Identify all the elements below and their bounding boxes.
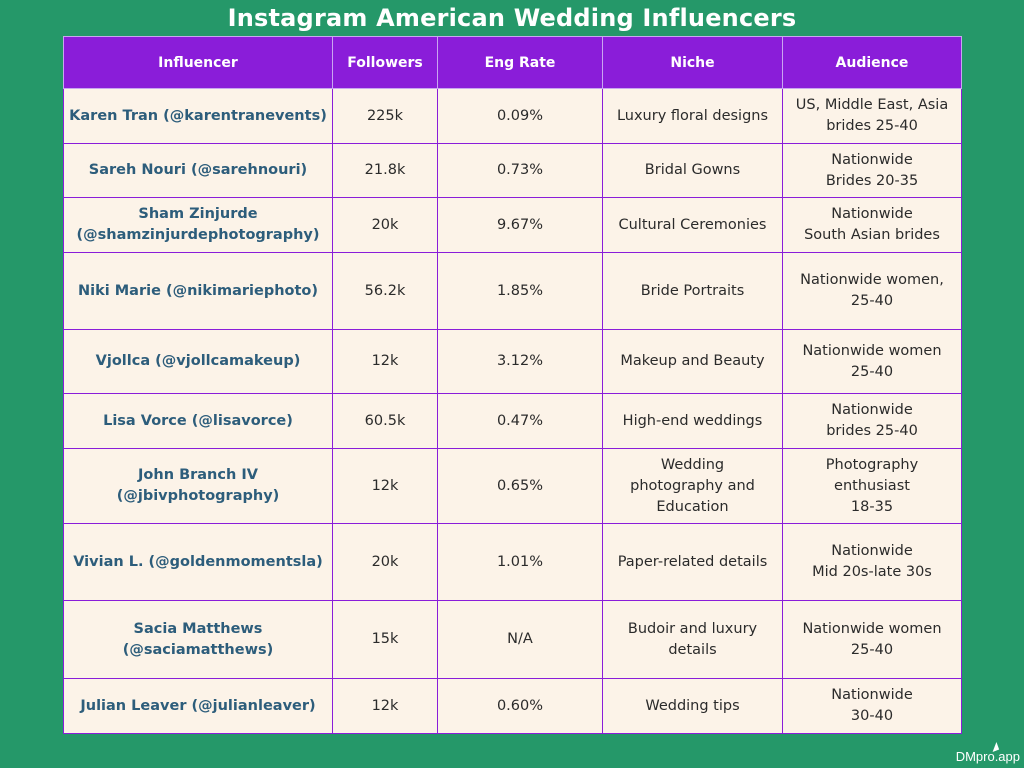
audience-cell: Nationwide 30-40 — [783, 679, 962, 734]
influencer-cell: Sacia Matthews (@saciamatthews) — [64, 601, 333, 679]
influencer-cell: Lisa Vorce (@lisavorce) — [64, 394, 333, 449]
brand-watermark — [956, 749, 1020, 764]
audience-cell: Nationwide South Asian brides — [783, 198, 962, 253]
influencer-table — [63, 36, 962, 734]
eng-rate-cell: 0.09% — [438, 89, 603, 144]
followers-cell: 60.5k — [333, 394, 438, 449]
niche-cell: Paper-related details — [603, 524, 783, 601]
table-row — [64, 679, 962, 734]
niche-cell: Wedding tips — [603, 679, 783, 734]
followers-cell: 15k — [333, 601, 438, 679]
audience-cell: Nationwide Brides 20-35 — [783, 144, 962, 198]
audience-cell: Nationwide brides 25-40 — [783, 394, 962, 449]
niche-cell: Luxury floral designs — [603, 89, 783, 144]
eng-rate-cell: 1.85% — [438, 253, 603, 330]
audience-cell: Photography enthusiast 18-35 — [783, 449, 962, 524]
brand-label: DMpro.app — [955, 749, 1020, 764]
eng-rate-cell: 0.73% — [438, 144, 603, 198]
influencer-cell: Sareh Nouri (@sarehnouri) — [64, 144, 333, 198]
column-header: Eng Rate — [438, 37, 603, 89]
page-title: Instagram American Wedding Influencers — [227, 4, 797, 32]
table-row — [64, 394, 962, 449]
eng-rate-cell: 1.01% — [438, 524, 603, 601]
audience-cell: US, Middle East, Asia brides 25-40 — [783, 89, 962, 144]
followers-cell: 12k — [333, 449, 438, 524]
followers-cell: 225k — [333, 89, 438, 144]
eng-rate-cell: 0.65% — [438, 449, 603, 524]
followers-cell: 20k — [333, 198, 438, 253]
audience-cell: Nationwide Mid 20s-late 30s — [783, 524, 962, 601]
column-header: Audience — [783, 37, 962, 89]
eng-rate-cell: N/A — [438, 601, 603, 679]
table-row — [64, 144, 962, 198]
niche-cell: Bride Portraits — [603, 253, 783, 330]
column-header: Niche — [603, 37, 783, 89]
niche-cell: Cultural Ceremonies — [603, 198, 783, 253]
audience-cell: Nationwide women 25-40 — [783, 601, 962, 679]
influencer-cell: Julian Leaver (@julianleaver) — [64, 679, 333, 734]
table-row — [64, 198, 962, 253]
column-header: Followers — [333, 37, 438, 89]
influencer-cell: Sham Zinjurde (@shamzinjurdephotography) — [64, 198, 333, 253]
eng-rate-cell: 9.67% — [438, 198, 603, 253]
followers-cell: 12k — [333, 330, 438, 394]
eng-rate-cell: 0.47% — [438, 394, 603, 449]
followers-cell: 20k — [333, 524, 438, 601]
niche-cell: Budoir and luxury details — [603, 601, 783, 679]
eng-rate-cell: 0.60% — [438, 679, 603, 734]
niche-cell: High-end weddings — [603, 394, 783, 449]
column-header: Influencer — [64, 37, 333, 89]
influencer-cell: John Branch IV (@jbivphotography) — [64, 449, 333, 524]
table-row — [64, 253, 962, 330]
niche-cell: Bridal Gowns — [603, 144, 783, 198]
table-header-row — [64, 37, 962, 89]
table-row — [64, 601, 962, 679]
followers-cell: 56.2k — [333, 253, 438, 330]
niche-cell: Makeup and Beauty — [603, 330, 783, 394]
table-row — [64, 89, 962, 144]
influencer-cell: Karen Tran (@karentranevents) — [64, 89, 333, 144]
table-row — [64, 330, 962, 394]
table-row — [64, 524, 962, 601]
audience-cell: Nationwide women 25-40 — [783, 330, 962, 394]
table-row — [64, 449, 962, 524]
followers-cell: 21.8k — [333, 144, 438, 198]
audience-cell: Nationwide women, 25-40 — [783, 253, 962, 330]
influencer-cell: Niki Marie (@nikimariephoto) — [64, 253, 333, 330]
niche-cell: Wedding photography and Education — [603, 449, 783, 524]
influencer-cell: Vivian L. (@goldenmomentsla) — [64, 524, 333, 601]
influencer-cell: Vjollca (@vjollcamakeup) — [64, 330, 333, 394]
followers-cell: 12k — [333, 679, 438, 734]
eng-rate-cell: 3.12% — [438, 330, 603, 394]
